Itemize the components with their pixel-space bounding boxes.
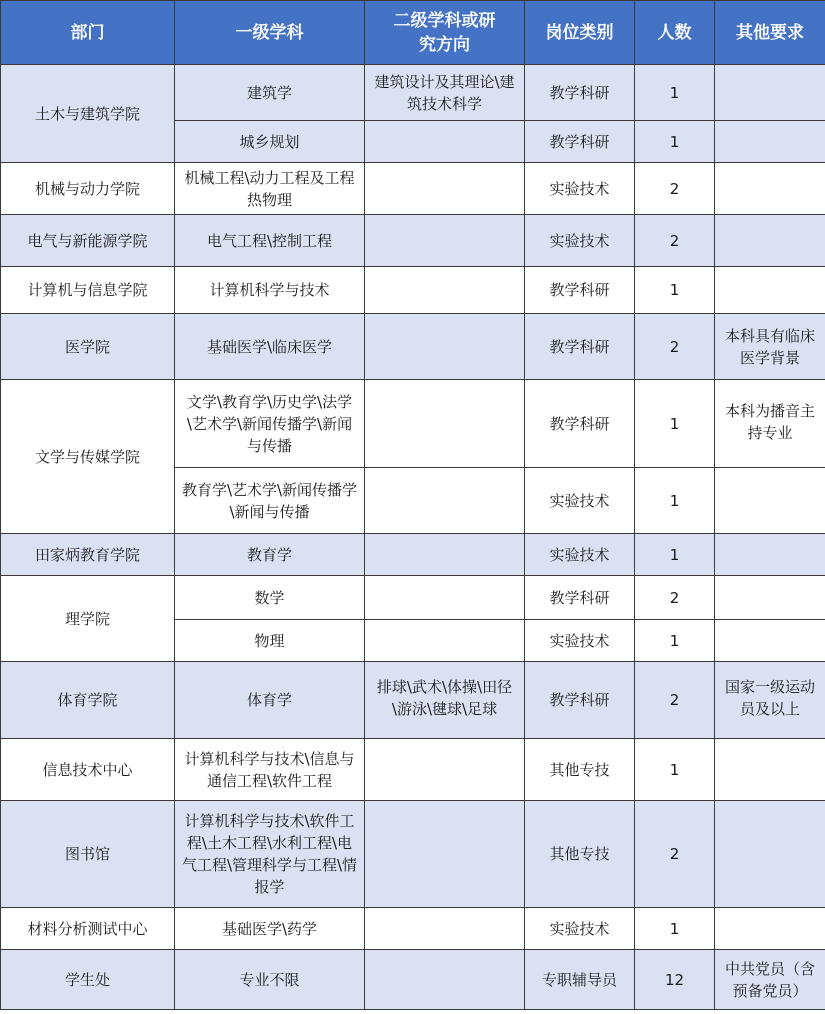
- dept-cell: 文学与传媒学院: [1, 380, 175, 534]
- dept-cell: 体育学院: [1, 662, 175, 739]
- category-cell: 实验技术: [525, 534, 635, 576]
- level2-cell: [365, 163, 525, 215]
- count-cell: 1: [635, 468, 715, 534]
- level1-cell: 基础医学\药学: [175, 908, 365, 950]
- count-cell: 1: [635, 534, 715, 576]
- table-row: [1, 380, 825, 468]
- category-cell: 实验技术: [525, 215, 635, 267]
- header-count: 人数: [635, 1, 715, 65]
- level2-cell: [365, 121, 525, 163]
- level1-cell: 数学: [175, 576, 365, 620]
- level1-cell: 建筑学: [175, 65, 365, 121]
- count-cell: 1: [635, 267, 715, 314]
- level1-cell: 教育学: [175, 534, 365, 576]
- header-dept: 部门: [1, 1, 175, 65]
- level1-cell: 体育学: [175, 662, 365, 739]
- dept-cell: 学生处: [1, 950, 175, 1010]
- count-cell: 2: [635, 576, 715, 620]
- category-cell: 其他专技: [525, 739, 635, 801]
- level1-cell: 计算机科学与技术: [175, 267, 365, 314]
- category-cell: 教学科研: [525, 267, 635, 314]
- dept-cell: 理学院: [1, 576, 175, 662]
- dept-cell: 信息技术中心: [1, 739, 175, 801]
- count-cell: 1: [635, 380, 715, 468]
- category-cell: 其他专技: [525, 801, 635, 908]
- count-cell: 12: [635, 950, 715, 1010]
- level1-cell: 专业不限: [175, 950, 365, 1010]
- table-row: [1, 801, 825, 908]
- table-row: [1, 662, 825, 739]
- category-cell: 教学科研: [525, 121, 635, 163]
- category-cell: 实验技术: [525, 620, 635, 662]
- category-cell: 专职辅导员: [525, 950, 635, 1010]
- table-row: [1, 215, 825, 267]
- level1-cell: 文学\教育学\历史学\法学\艺术学\新闻传播学\新闻与传播: [175, 380, 365, 468]
- other-cell: [715, 534, 825, 576]
- dept-cell: 计算机与信息学院: [1, 267, 175, 314]
- other-cell: [715, 267, 825, 314]
- level2-cell: [365, 267, 525, 314]
- level2-cell: [365, 468, 525, 534]
- count-cell: 2: [635, 801, 715, 908]
- category-cell: 实验技术: [525, 163, 635, 215]
- level2-cell: [365, 908, 525, 950]
- header-level2: 二级学科或研究方向: [365, 1, 525, 65]
- level1-cell: 计算机科学与技术\软件工程\土木工程\水利工程\电气工程\管理科学与工程\情报学: [175, 801, 365, 908]
- level1-cell: 机械工程\动力工程及工程热物理: [175, 163, 365, 215]
- dept-cell: 土木与建筑学院: [1, 65, 175, 163]
- level2-cell: [365, 739, 525, 801]
- level1-cell: 计算机科学与技术\信息与通信工程\软件工程: [175, 739, 365, 801]
- other-cell: [715, 908, 825, 950]
- table-row: [1, 576, 825, 620]
- other-cell: 国家一级运动员及以上: [715, 662, 825, 739]
- category-cell: 实验技术: [525, 908, 635, 950]
- dept-cell: 田家炳教育学院: [1, 534, 175, 576]
- level2-cell: [365, 620, 525, 662]
- other-cell: [715, 121, 825, 163]
- other-cell: [715, 163, 825, 215]
- other-cell: 中共党员（含预备党员）: [715, 950, 825, 1010]
- header-level1: 一级学科: [175, 1, 365, 65]
- dept-cell: 机械与动力学院: [1, 163, 175, 215]
- other-cell: 本科为播音主持专业: [715, 380, 825, 468]
- level1-cell: 教育学\艺术学\新闻传播学\新闻与传播: [175, 468, 365, 534]
- count-cell: 1: [635, 739, 715, 801]
- category-cell: 教学科研: [525, 380, 635, 468]
- count-cell: 2: [635, 215, 715, 267]
- header-category: 岗位类别: [525, 1, 635, 65]
- level2-cell: [365, 801, 525, 908]
- other-cell: [715, 468, 825, 534]
- dept-cell: 医学院: [1, 314, 175, 380]
- level1-cell: 城乡规划: [175, 121, 365, 163]
- other-cell: 本科具有临床医学背景: [715, 314, 825, 380]
- level2-cell: 排球\武术\体操\田径\游泳\毽球\足球: [365, 662, 525, 739]
- other-cell: [715, 215, 825, 267]
- table-row: [1, 267, 825, 314]
- level1-cell: 基础医学\临床医学: [175, 314, 365, 380]
- dept-cell: 材料分析测试中心: [1, 908, 175, 950]
- dept-cell: 电气与新能源学院: [1, 215, 175, 267]
- category-cell: 教学科研: [525, 65, 635, 121]
- level2-cell: [365, 534, 525, 576]
- count-cell: 1: [635, 65, 715, 121]
- table-row: [1, 163, 825, 215]
- category-cell: 教学科研: [525, 314, 635, 380]
- level1-cell: 物理: [175, 620, 365, 662]
- table-row: [1, 950, 825, 1010]
- other-cell: [715, 576, 825, 620]
- other-cell: [715, 620, 825, 662]
- table-row: [1, 65, 825, 121]
- other-cell: [715, 65, 825, 121]
- header-other: 其他要求: [715, 1, 825, 65]
- other-cell: [715, 739, 825, 801]
- table-row: [1, 534, 825, 576]
- count-cell: 2: [635, 314, 715, 380]
- count-cell: 1: [635, 908, 715, 950]
- count-cell: 2: [635, 163, 715, 215]
- count-cell: 2: [635, 662, 715, 739]
- category-cell: 教学科研: [525, 662, 635, 739]
- category-cell: 实验技术: [525, 468, 635, 534]
- dept-cell: 图书馆: [1, 801, 175, 908]
- other-cell: [715, 801, 825, 908]
- level2-cell: 建筑设计及其理论\建筑技术科学: [365, 65, 525, 121]
- table-row: [1, 908, 825, 950]
- count-cell: 1: [635, 620, 715, 662]
- category-cell: 教学科研: [525, 576, 635, 620]
- level1-cell: 电气工程\控制工程: [175, 215, 365, 267]
- level2-cell: [365, 215, 525, 267]
- level2-cell: [365, 576, 525, 620]
- level2-cell: [365, 314, 525, 380]
- table-row: [1, 739, 825, 801]
- level2-cell: [365, 380, 525, 468]
- count-cell: 1: [635, 121, 715, 163]
- table-row: [1, 314, 825, 380]
- level2-cell: [365, 950, 525, 1010]
